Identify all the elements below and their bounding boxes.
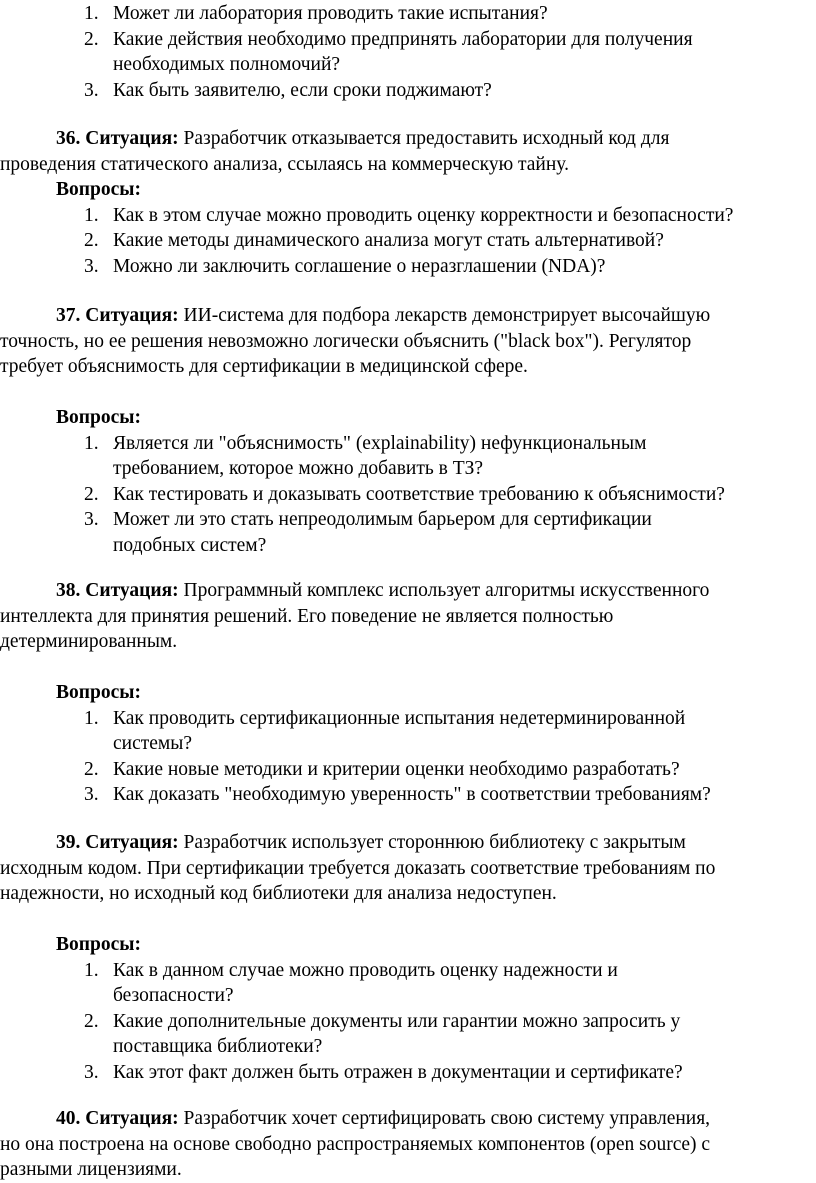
list-item: 1. Может ли лаборатория проводить такие испытания?	[84, 3, 548, 24]
list-item: 3. Как этот факт должен быть отражен в документации и сертификате?	[84, 1061, 683, 1083]
list-item: 3. Можно ли заключить соглашение о неразглашении (NDA)?	[84, 255, 606, 277]
situation-text: 37. Ситуация: ИИ-система для подбора лекарств демонстрирует высочайшую точность, но ее решения невозможно логически объяснить ("black box"). Регулятор требует объяснимость для сертификации в медицинской сфере.	[0, 305, 711, 377]
situation-39-questions	[0, 932, 816, 1085]
situation-text: 39. Ситуация: Разработчик использует стороннюю библиотеку с закрытым исходным кодом. При сертификации требуется доказать соответствие требованиям по надежности, но исходный код библиотеки для анализа недоступен.	[0, 832, 716, 904]
situation-text: 36. Ситуация: Разработчик отказывается предоставить исходный код для проведения статического анализа, ссылаясь на коммерческую тайну.	[0, 128, 670, 175]
situation-39	[0, 830, 816, 907]
situation-37-questions	[0, 405, 816, 558]
situation-text: 38. Ситуация: Программный комплекс использует алгоритмы искусственного интеллекта для принятия решений. Его поведение не является полностью детерминированным.	[0, 580, 710, 652]
list-item: 3. Как доказать "необходимую уверенность" в соответствии требованиям?	[84, 784, 711, 805]
questions-heading: Вопросы:	[56, 179, 141, 200]
list-item: 1. Как в этом случае можно проводить оценку корректности и безопасности?	[84, 204, 734, 226]
list-item: 3. Как быть заявителю, если сроки поджимают?	[84, 79, 492, 101]
top-question-list	[0, 1, 816, 103]
questions-heading: Вопросы:	[56, 407, 141, 428]
situation-38	[0, 578, 816, 655]
questions-heading: Вопросы:	[56, 934, 141, 955]
list-item: 1. Как проводить сертификационные испытания недетерминированной системы?	[84, 707, 686, 754]
list-item: 3. Может ли это стать непреодолимым барьером для сертификации подобных систем?	[84, 509, 652, 556]
situation-label: 36. Ситуация:	[56, 128, 179, 149]
situation-label: 37. Ситуация:	[56, 305, 179, 326]
situation-label: 39. Ситуация:	[56, 832, 179, 853]
situation-40	[0, 1106, 816, 1183]
list-item: 2. Какие методы динамического анализа могут стать альтернативой?	[84, 230, 664, 251]
list-item: 1. Как в данном случае можно проводить оценку надежности и безопасности?	[84, 959, 618, 1006]
situation-label: 38. Ситуация:	[56, 580, 179, 601]
situation-38-questions	[0, 680, 816, 808]
list-item: 2. Какие дополнительные документы или гарантии можно запросить у поставщика библиотеки?	[84, 1010, 681, 1057]
list-item: 1. Является ли "объяснимость" (explainability) нефункциональным требованием, которое можно добавить в ТЗ?	[84, 432, 647, 479]
questions-heading: Вопросы:	[56, 682, 141, 703]
list-item: 2. Какие новые методики и критерии оценки необходимо разработать?	[84, 758, 680, 780]
list-item: 2. Как тестировать и доказывать соответствие требованию к объяснимости?	[84, 483, 725, 505]
situation-text: 40. Ситуация: Разработчик хочет сертифицировать свою систему управления, но она построена на основе свободно распространяемых компонентов (open source) с разными лицензиями.	[0, 1108, 711, 1180]
situation-36	[0, 126, 816, 279]
situation-37	[0, 303, 816, 380]
list-item: 2. Какие действия необходимо предпринять лаборатории для получения необходимых полномочий?	[84, 28, 693, 75]
situation-label: 40. Ситуация:	[56, 1108, 179, 1129]
